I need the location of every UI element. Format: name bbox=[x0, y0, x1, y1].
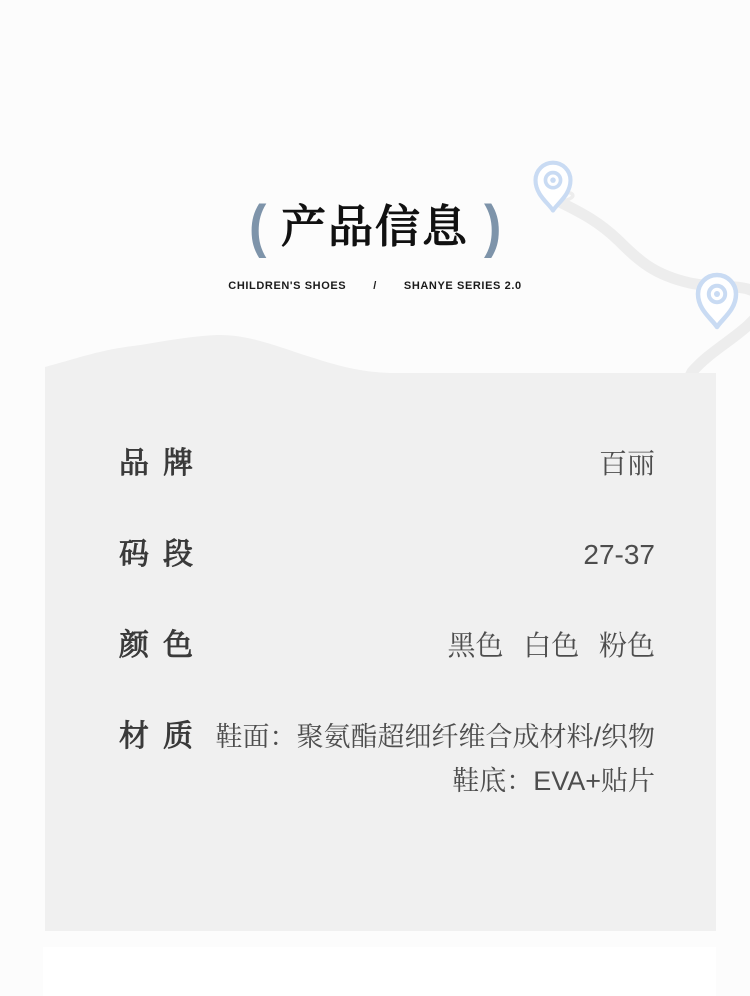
subtitle-separator: / bbox=[373, 280, 377, 292]
color-value: 黑色 白色 粉色 bbox=[447, 630, 655, 661]
subtitle-english-label: CHILDREN'S SHOES bbox=[228, 280, 347, 292]
size-range-label: 码段 bbox=[119, 538, 207, 571]
material-value bbox=[215, 715, 655, 803]
material-upper-line: 鞋面：聚氨酯超细纤维合成材料/织物 bbox=[215, 722, 655, 752]
size-range-value: 27-37 bbox=[583, 539, 655, 570]
next-section-edge bbox=[43, 947, 716, 996]
panel-mountain-edge bbox=[45, 329, 716, 375]
section-subtitle bbox=[0, 280, 750, 292]
material-sole-line: 鞋底：EVA+贴片 bbox=[452, 766, 655, 796]
material-label: 材质 bbox=[119, 720, 207, 753]
subtitle-series-label: SHANYE SERIES 2.0 bbox=[403, 280, 522, 292]
spec-row-color bbox=[119, 631, 655, 661]
spec-row-size-range bbox=[119, 540, 655, 570]
spec-row-brand bbox=[119, 449, 655, 479]
brand-label: 品牌 bbox=[119, 447, 207, 480]
section-header bbox=[0, 196, 750, 292]
spec-panel bbox=[45, 374, 716, 931]
title-paren-left: ( bbox=[248, 194, 267, 259]
title-paren-right: ) bbox=[483, 194, 502, 259]
brand-value: 百丽 bbox=[598, 448, 655, 479]
color-label: 颜色 bbox=[119, 629, 207, 662]
spec-row-material bbox=[119, 722, 655, 803]
section-title: 产品信息 bbox=[280, 201, 469, 252]
section-title-row bbox=[0, 196, 750, 258]
